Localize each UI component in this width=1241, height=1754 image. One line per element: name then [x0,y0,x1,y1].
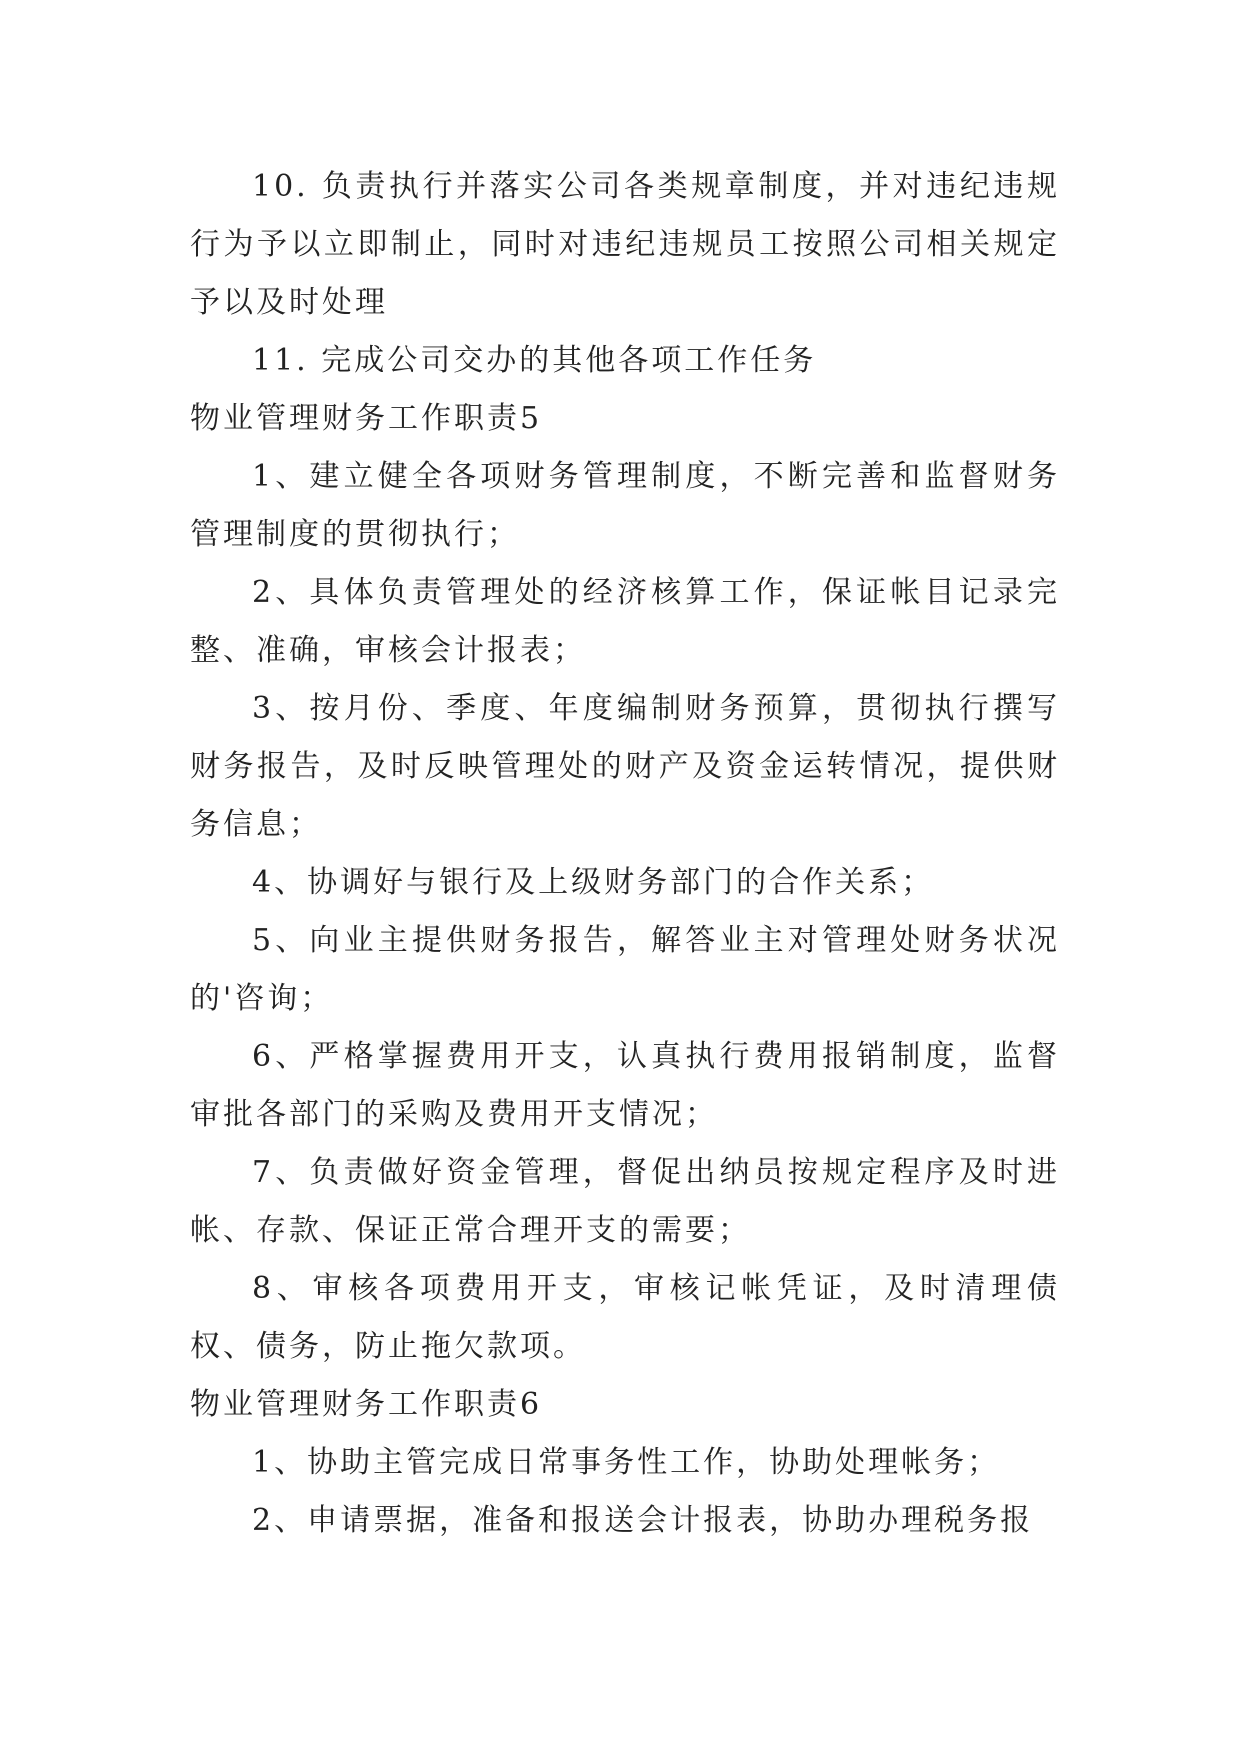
section-heading-5: 物业管理财务工作职责5 [190,401,543,436]
document-body [190,158,1060,1550]
section5-item-7: 7、负责做好资金管理，督促出纳员按规定程序及时进帐、存款、保证正常合理开支的需要； [190,1155,1060,1248]
section5-item-4: 4、协调好与银行及上级财务部门的合作关系； [252,865,935,900]
section-heading-6: 物业管理财务工作职责6 [190,1387,543,1422]
section6-item-1: 1、协助主管完成日常事务性工作，协助处理帐务； [252,1445,1001,1480]
section6-item-2: 2、申请票据，准备和报送会计报表，协助办理税务报 [252,1503,1034,1538]
paragraph-item-10: 10. 负责执行并落实公司各类规章制度，并对违纪违规行为予以立即制止，同时对违纪违规员工按照公司相关规定予以及时处理 [190,169,1060,320]
section5-item-5: 5、向业主提供财务报告，解答业主对管理处财务状况的'咨询； [190,923,1060,1016]
section5-item-2: 2、具体负责管理处的经济核算工作，保证帐目记录完整、准确，审核会计报表； [190,575,1060,668]
section5-item-8: 8、审核各项费用开支，审核记帐凭证，及时清理债权、债务，防止拖欠款项。 [190,1271,1060,1364]
section5-item-6: 6、严格掌握费用开支，认真执行费用报销制度，监督审批各部门的采购及费用开支情况； [190,1039,1060,1132]
paragraph-item-11: 11. 完成公司交办的其他各项工作任务 [252,343,817,378]
section5-item-1: 1、建立健全各项财务管理制度，不断完善和监督财务管理制度的贯彻执行； [190,459,1060,552]
section5-item-3: 3、按月份、季度、年度编制财务预算，贯彻执行撰写财务报告，及时反映管理处的财产及资金运转情况，提供财务信息； [190,691,1060,842]
